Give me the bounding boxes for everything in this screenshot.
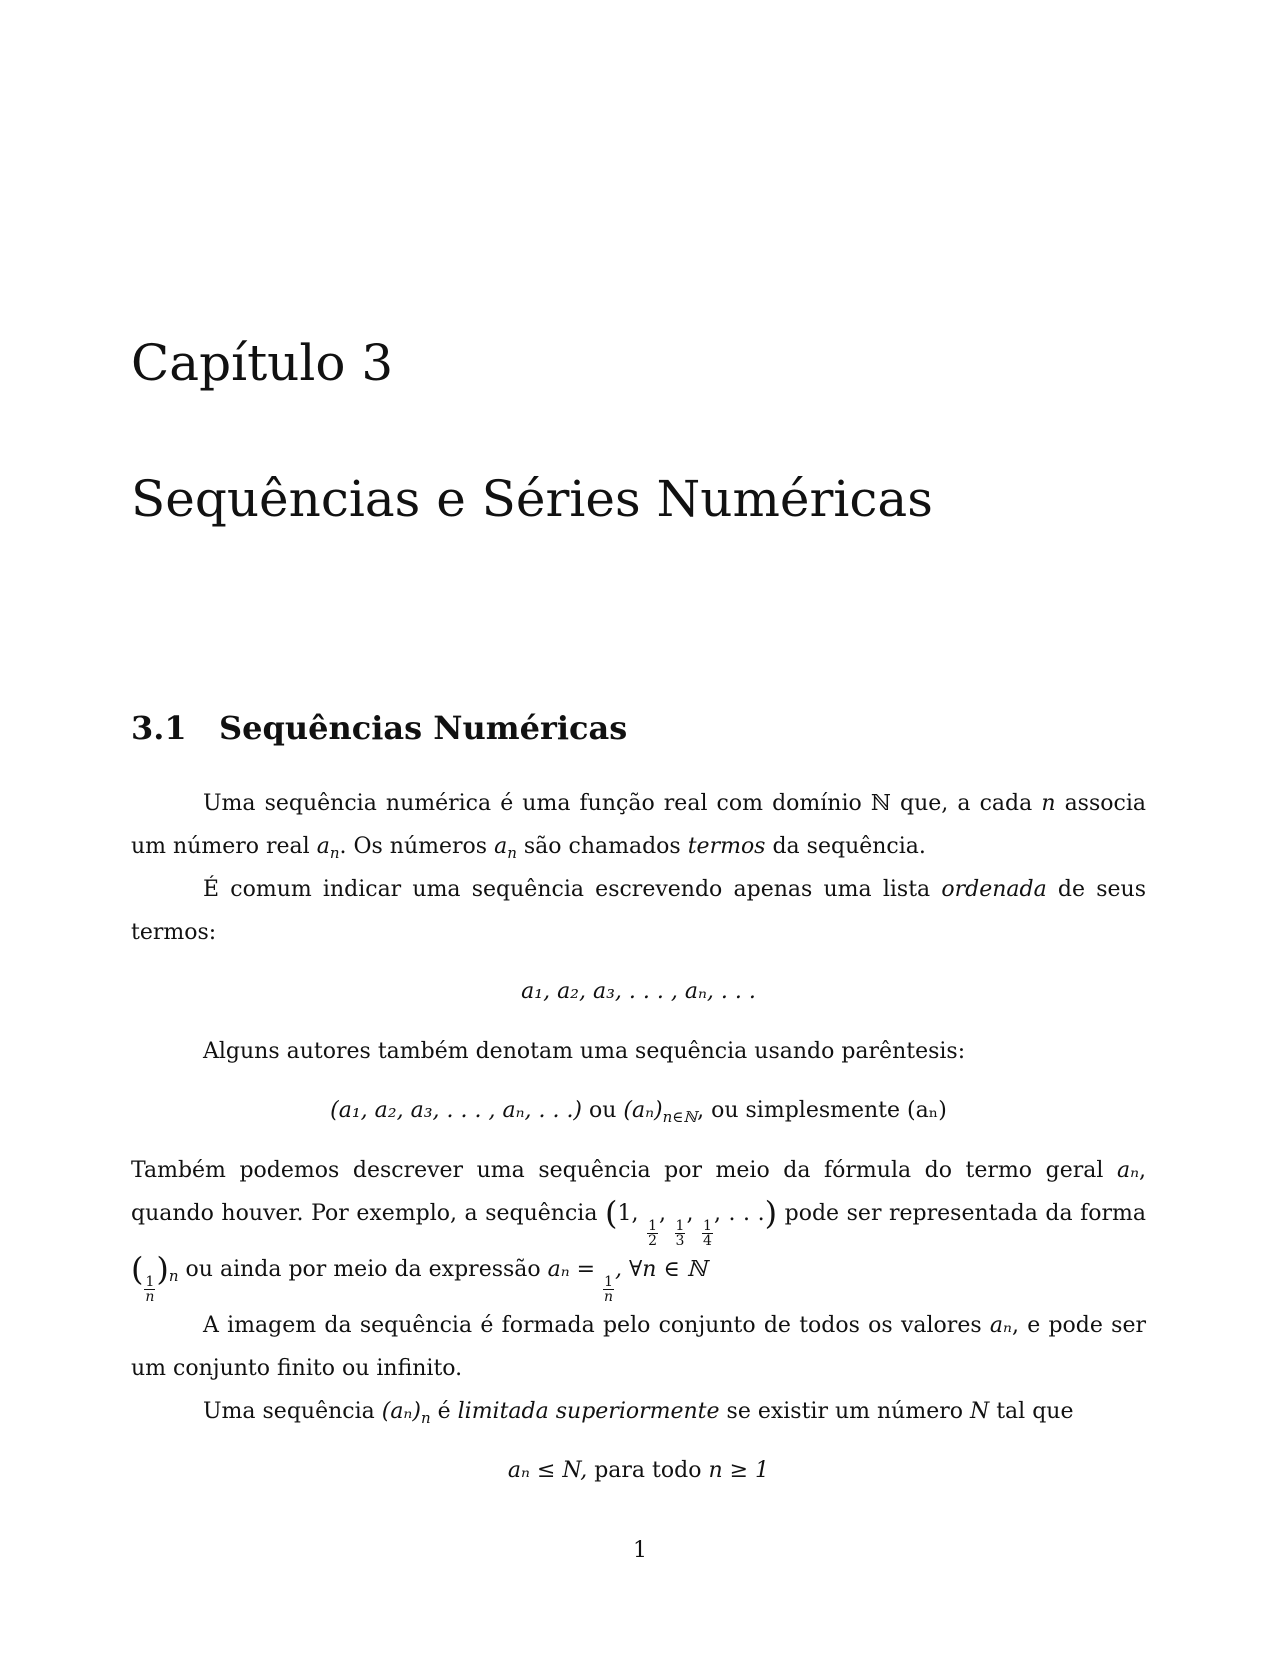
paragraph-bounded: Uma sequência $(a_n)_n$ é limitada superiormente se existir um número N tal que — [203, 1399, 1074, 1427]
paragraph-general-term: Também podemos descrever uma sequência por meio da fórmula do termo geral aₙ, quando houver. Por exemplo, a sequência (1, $\frac{1}{2}$ , $\frac{1}{3}$ , $\frac{1}{4}$ , . . .) pode ser representada da forma ( $\frac{1}{n}$ )$_n$ ou ainda por meio da expressão aₙ = $\frac{1}{n}$ , ∀n ∈ ℕ — [131, 1158, 1147, 1305]
section-heading — [131, 709, 628, 747]
section-title: Sequências Numéricas — [219, 709, 628, 747]
fraction-one-half: $\frac{1}{2}$ — [648, 1218, 657, 1249]
body-text — [131, 782, 1146, 1492]
paragraph-parentheses: Alguns autores também denotam uma sequência usando parêntesis: — [203, 1039, 966, 1064]
equation-notations: (a₁, a₂, a₃, . . . , aₙ, . . .) ou $(a_n)_{n\in ℕ}$, ou simplesmente (aₙ) — [330, 1098, 947, 1126]
fraction-expression: $\frac{1}{n}$ — [604, 1274, 614, 1305]
chapter-title: Sequências e Séries Numéricas — [131, 470, 933, 528]
fraction-one-third: $\frac{1}{3}$ — [675, 1218, 685, 1249]
equation-term-list: a₁, a₂, a₃, . . . , aₙ, . . . — [521, 979, 756, 1004]
fraction-one-over-n: $\frac{1}{n}$ — [145, 1274, 155, 1305]
section-number: 3.1 — [131, 709, 187, 747]
paragraph-ordered-list: É comum indicar uma sequência escrevendo apenas uma lista ordenada de seus termos: — [131, 877, 1146, 945]
equation-upper-bound: aₙ ≤ N, para todo n ≥ 1 — [507, 1458, 770, 1483]
fraction-one-fourth: $\frac{1}{4}$ — [703, 1218, 712, 1249]
paragraph-definition: Uma sequência numérica é uma função real com domínio ℕ que, a cada n associa um número real $a_n$. Os números $a_n$ são chamados termos da sequência. — [131, 791, 1146, 862]
paragraph-image: A imagem da sequência é formada pelo conjunto de todos os valores aₙ, e pode ser um conjunto finito ou infinito. — [131, 1313, 1146, 1381]
chapter-label: Capítulo 3 — [131, 334, 394, 392]
page-number: 1 — [633, 1538, 647, 1563]
